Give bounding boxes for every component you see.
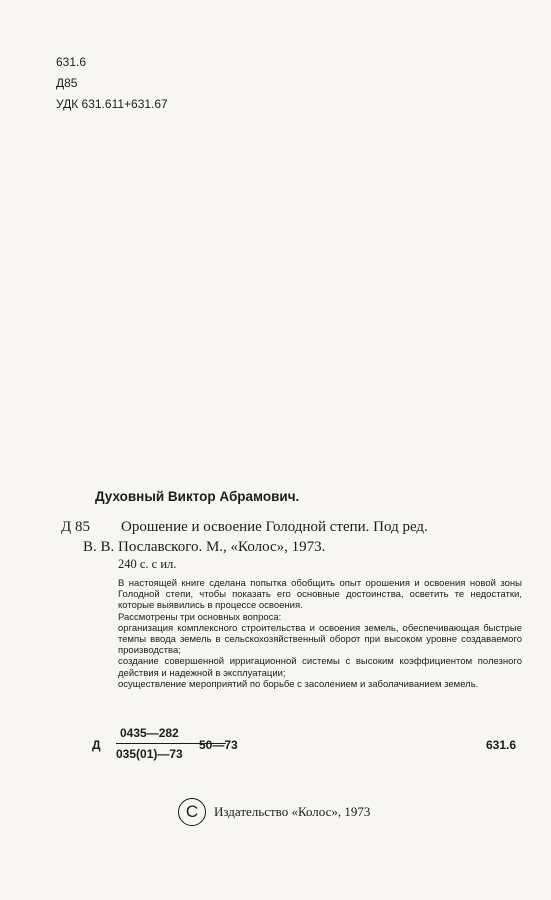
annotation-paragraph: В настоящей книге сделана попытка обобщить опыт орошения и освоения новой зоны Голодной степи, чтобы показать его основные достоинства, осветить те недостатки, которые выявились в процессе освоения. (118, 578, 522, 612)
annotation (118, 578, 522, 690)
author-name: Духовный Виктор Абрамович. (95, 489, 300, 504)
annotation-paragraph: организация комплексного строительства и освоения земель, обеспечивающая быстрые темпы ввода земель в сельскохозяйственный оборот при высоком уровне создаваемого производства; (118, 622, 522, 657)
annotation-paragraph: осуществление мероприятий по борьбе с засолением и заболачиванием земель. (118, 678, 479, 690)
classification-code: 631.6 (56, 55, 87, 69)
author-mark: Д85 (56, 76, 78, 90)
entry-title-line-2: В. В. Пославского. М., «Колос», 1973. (83, 539, 326, 555)
annotation-paragraph: создание совершенной ирригационной системы с высоким коэффициентом полезного действия и надежной в эксплуатации; (118, 656, 522, 679)
page-count: 240 с. с ил. (118, 557, 177, 571)
annotation-paragraph: Рассмотрены три основных вопроса: (118, 611, 282, 623)
entry-code: Д 85 (61, 519, 90, 535)
copyright-icon: C (178, 798, 206, 826)
udk-code: УДК 631.611+631.67 (56, 97, 168, 111)
classification-codes (56, 52, 168, 115)
right-classification-code: 631.6 (486, 738, 517, 752)
fraction-numerator: 0435—282 (120, 726, 179, 740)
price-letter: Д (92, 738, 101, 752)
price-code-row (84, 720, 524, 766)
price-suffix: 50—73 (199, 738, 238, 752)
copyright-text: Издательство «Колос», 1973 (214, 804, 371, 819)
fraction-denominator: 035(01)—73 (116, 747, 183, 761)
entry-title-line-1: Орошение и освоение Голодной степи. Под ред. (121, 519, 428, 535)
